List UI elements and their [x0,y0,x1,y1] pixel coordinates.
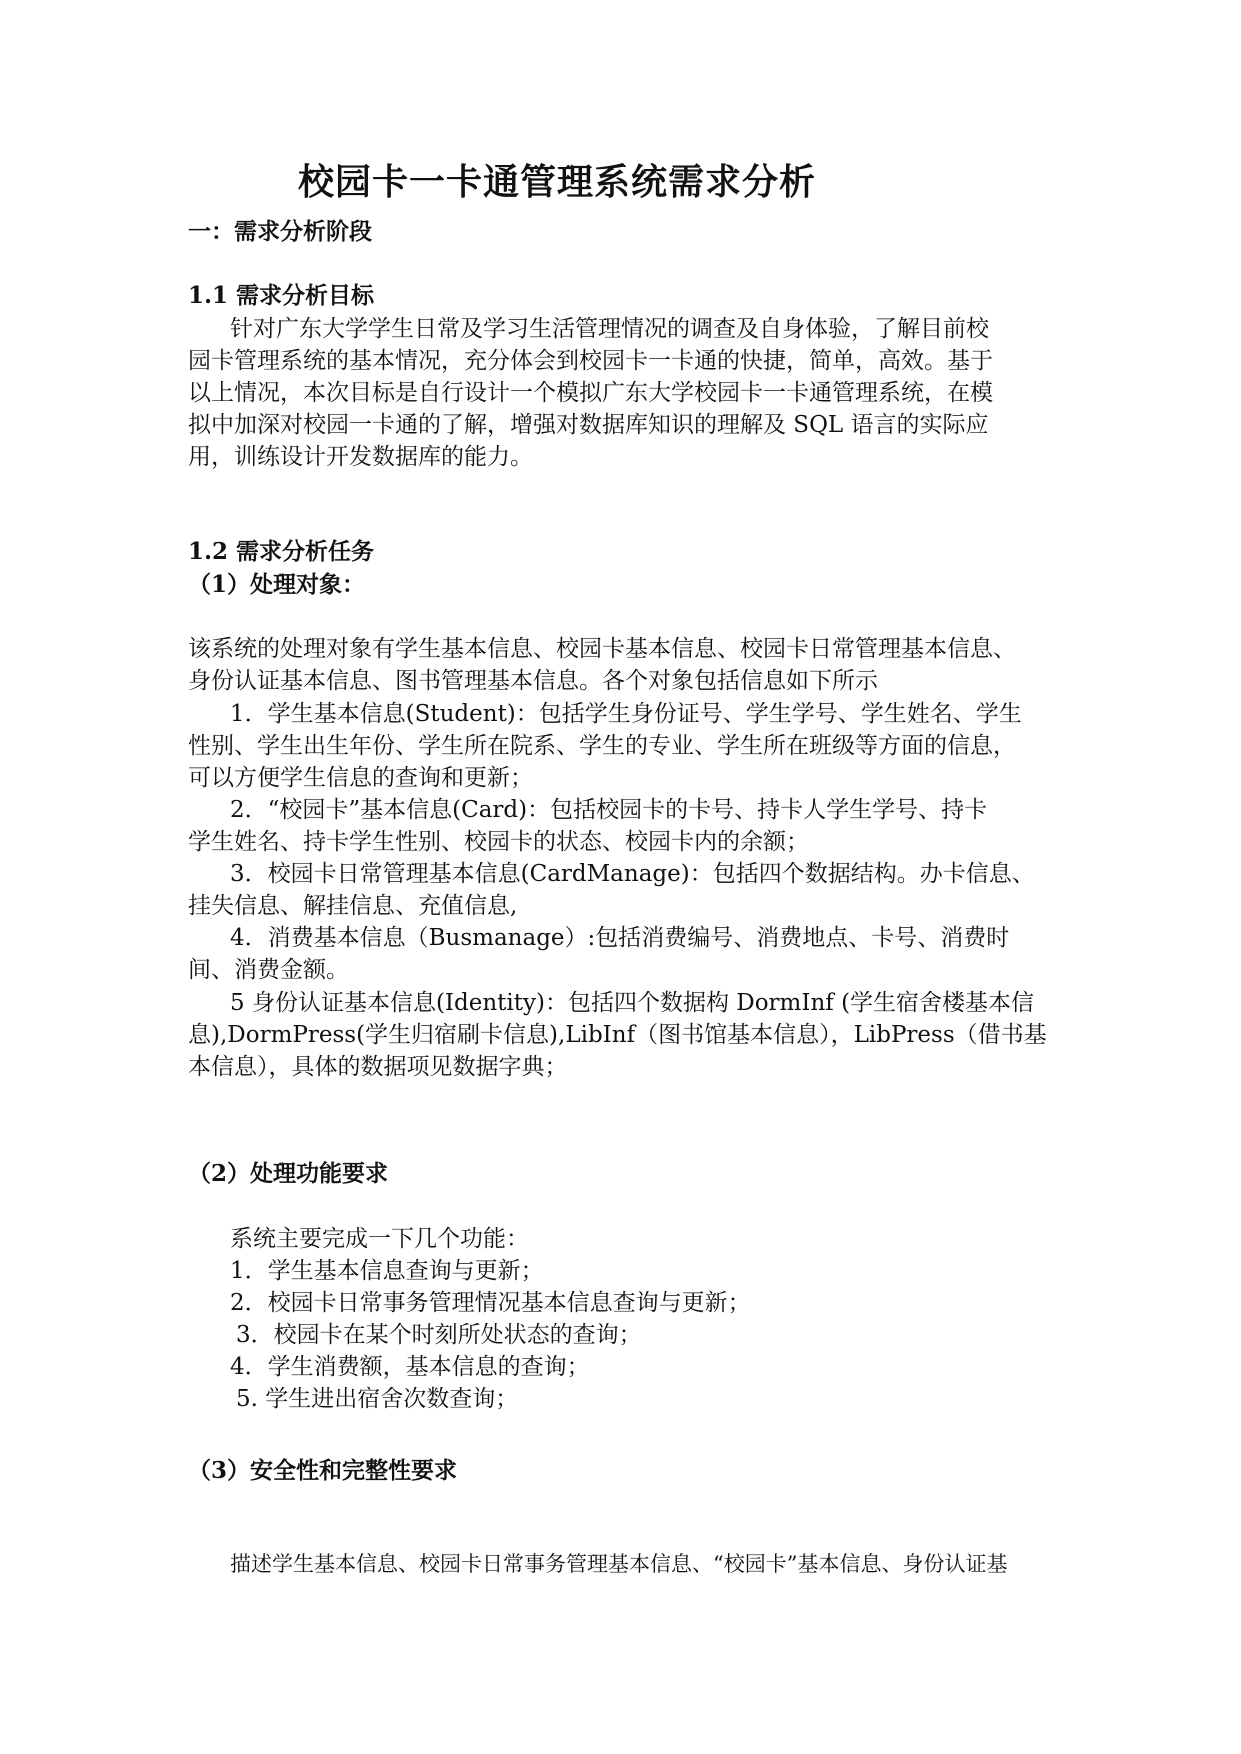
goal-paragraph-line: 针对广东大学学生日常及学习生活管理情况的调查及自身体验，了解目前校 [230,316,989,342]
object-description-line: 学生姓名、持卡学生性别、校园卡的状态、校园卡内的余额； [188,829,809,855]
security-paragraph-line: 描述学生基本信息、校园卡日常事务管理基本信息、“校园卡”基本信息、身份认证基 [230,1552,1008,1576]
object-description-line: 4．消费基本信息（Busmanage）:包括消费编号、消费地点、卡号、消费时 [230,925,1010,951]
objects-intro-line: 身份认证基本信息、图书管理基本信息。各个对象包括信息如下所示 [188,668,878,694]
object-description-line: 1．学生基本信息(Student)：包括学生身份证号、学生学号、学生姓名、学生 [230,701,1022,727]
goal-paragraph-line: 用，训练设计开发数据库的能力。 [188,444,533,470]
section-heading-requirements-stage: 一：需求分析阶段 [188,218,372,245]
function-item: 3．校园卡在某个时刻所处状态的查询； [236,1322,642,1348]
objects-intro-line: 该系统的处理对象有学生基本信息、校园卡基本信息、校园卡日常管理基本信息、 [188,636,1016,662]
object-description-line: 3．校园卡日常管理基本信息(CardManage)：包括四个数据结构。办卡信息、 [230,861,1035,887]
goal-paragraph-line: 拟中加深对校园一卡通的了解，增强对数据库知识的理解及 SQL 语言的实际应 [188,412,989,438]
function-item: 5. 学生进出宿舍次数查询； [236,1386,519,1412]
object-description-line: 性别、学生出生年份、学生所在院系、学生的专业、学生所在班级等方面的信息， [188,733,1016,759]
function-item: 4．学生消费额，基本信息的查询； [230,1354,590,1380]
object-description-line: 挂失信息、解挂信息、充值信息, [188,893,518,919]
object-description-line: 可以方便学生信息的查询和更新； [188,765,533,791]
goal-paragraph-line: 以上情况，本次目标是自行设计一个模拟广东大学校园卡一卡通管理系统，在模 [188,380,993,406]
functions-intro: 系统主要完成一下几个功能： [230,1226,529,1252]
item-heading-function-requirements: （2）处理功能要求 [188,1160,389,1187]
function-item: 2．校园卡日常事务管理情况基本信息查询与更新； [230,1290,751,1316]
subsection-heading-tasks: 1.2 需求分析任务 [188,538,375,565]
function-item: 1．学生基本信息查询与更新； [230,1258,544,1284]
object-description-line: 间、消费金额。 [188,957,349,983]
goal-paragraph-line: 园卡管理系统的基本情况，充分体会到校园卡一卡通的快捷，简单，高效。基于 [188,348,993,374]
object-description-line: 2．“校园卡”基本信息(Card)：包括校园卡的卡号、持卡人学生学号、持卡 [230,797,988,823]
object-description-line: 息),DormPress(学生归宿刷卡信息),LibInf（图书馆基本信息），LibPress（借书基 [188,1022,1047,1048]
item-heading-processing-objects: （1）处理对象： [188,571,366,598]
document-title: 校园卡一卡通管理系统需求分析 [298,161,817,203]
item-heading-security-integrity: （3）安全性和完整性要求 [188,1457,458,1484]
subsection-heading-goal: 1.1 需求分析目标 [188,282,375,309]
object-description-line: 本信息），具体的数据项见数据字典； [188,1054,568,1080]
object-description-line: 5 身份认证基本信息(Identity)：包括四个数据构 DormInf (学生宿舍楼基本信 [230,990,1035,1016]
